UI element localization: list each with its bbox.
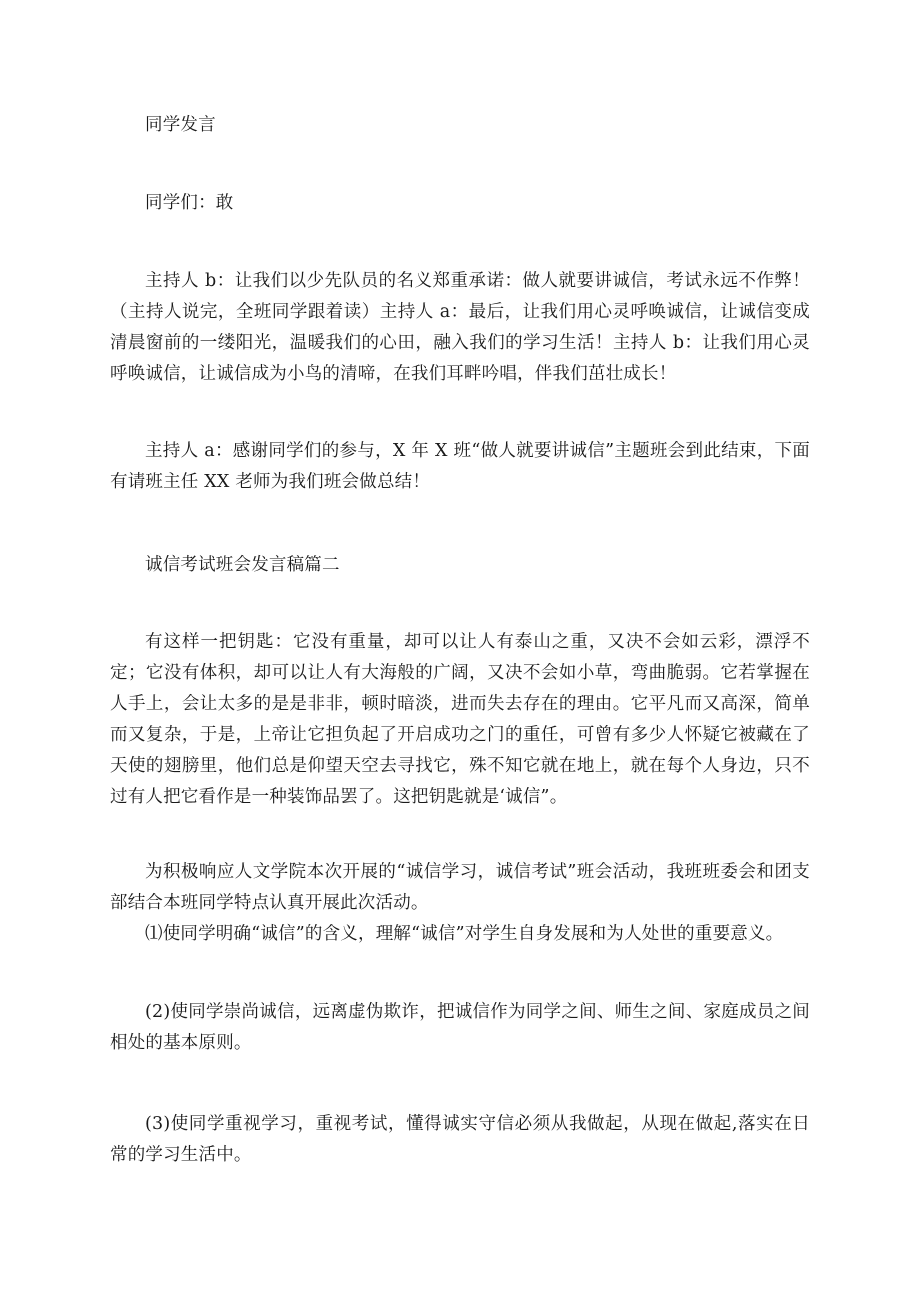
heading-speech: 同学发言 [145, 115, 216, 135]
salutation: 同学们：敢 [145, 193, 234, 213]
objective-3: (3)使同学重视学习，重视考试，懂得诚实守信必须从我做起，从现在做起,落实在日常的学习生活中。 [110, 1114, 810, 1165]
paragraph-key: 有这样一把钥匙：它没有重量，却可以让人有泰山之重，又决不会如云彩，漂浮不定；它没有体积，却可以让人有大海般的广阔，又决不会如小草，弯曲脆弱。它若掌握在人手上，会让太多的是是非非，顿时暗淡，进而失去存在的理由。它平凡而又高深，简单而又复杂，于是，上帝让它担负起了开启成功之门的重任，可曾有多少人怀疑它被藏在了天使的翅膀里，他们总是仰望天空去寻找它，殊不知它就在地上，就在每个人身边，只不过有人把它看作是一种装饰品罢了。这把钥匙就是‘诚信”。 [110, 632, 810, 807]
paragraph-host-b-pledge: 主持人 b：让我们以少先队员的名义郑重承诺：做人就要讲诚信，考试永远不作弊！（主持人说完，全班同学跟着读）主持人 a：最后，让我们用心灵呼唤诚信，让诚信变成清晨窗前的一缕阳光，温暖我们的心田，融入我们的学习生活！主持人 b：让我们用心灵呼唤诚信，让诚信成为小鸟的清啼，在我们耳畔吟唱，伴我们茁壮成长！ [110, 271, 810, 384]
objective-1: ⑴使同学明确“诚信”的含义，理解“诚信”对学生自身发展和为人处世的重要意义。 [145, 924, 784, 944]
objective-2: (2)使同学崇尚诚信，远离虚伪欺诈，把诚信作为同学之间、师生之间、家庭成员之间相处的基本原则。 [110, 1002, 810, 1053]
paragraph-host-a-thanks: 主持人 a：感谢同学们的参与，X 年 X 班“做人就要讲诚信”主题班会到此结束，下面有请班主任 XX 老师为我们班会做总结！ [110, 441, 810, 492]
paragraph-response: 为积极响应人文学院本次开展的“诚信学习，诚信考试”班会活动，我班班委会和团支部结合本班同学特点认真开展此次活动。 [110, 862, 810, 913]
heading-part-two: 诚信考试班会发言稿篇二 [145, 555, 340, 575]
